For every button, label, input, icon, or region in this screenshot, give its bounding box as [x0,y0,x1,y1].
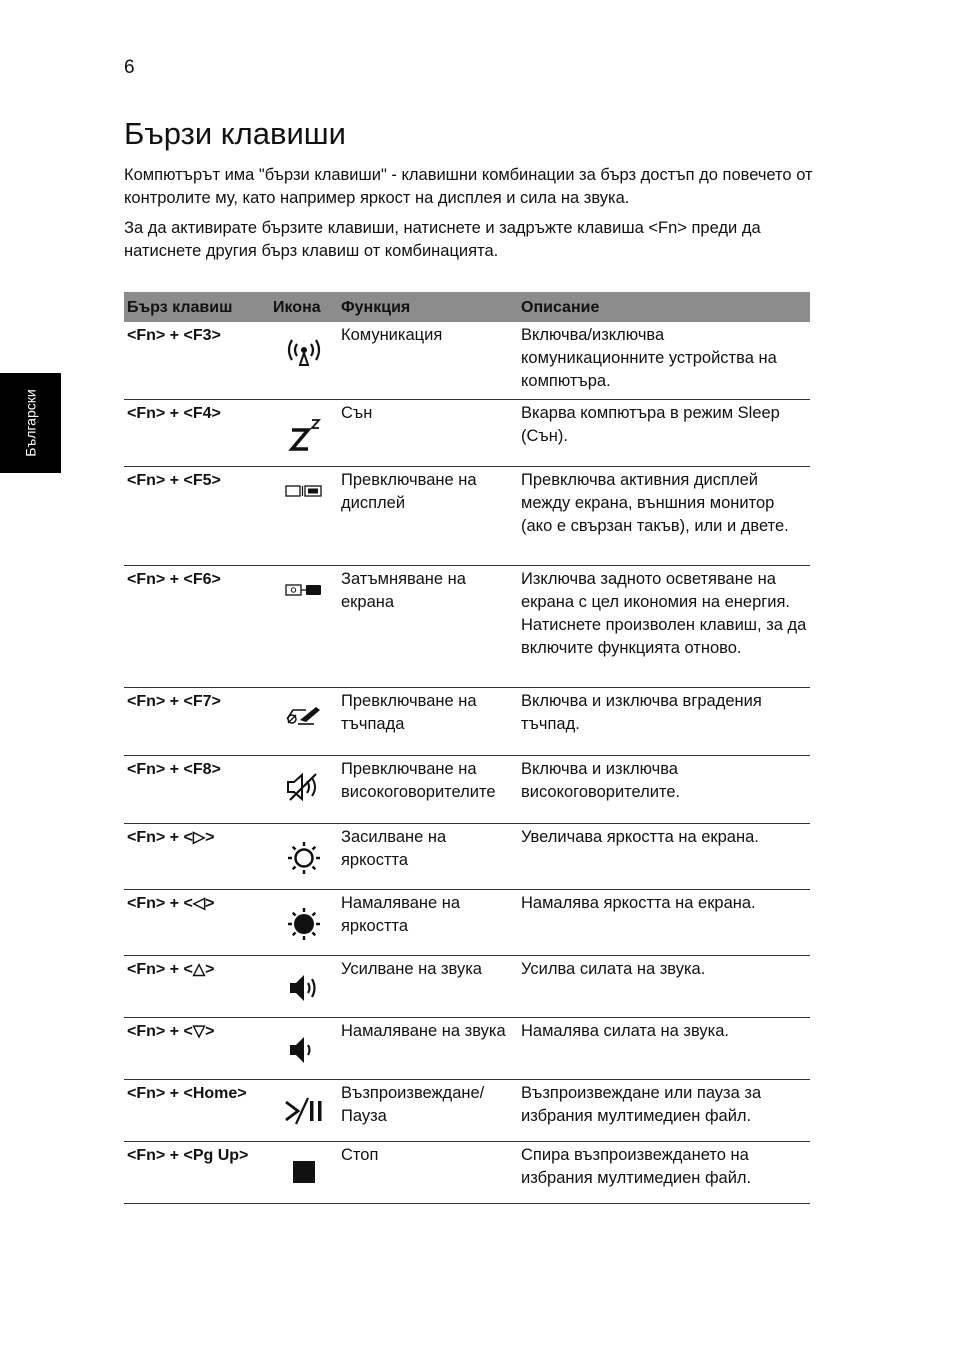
function-description: Намалява силата на звука. [518,1018,810,1080]
hotkey: <Fn> + <F4> [124,400,270,467]
stop-icon [284,1158,324,1188]
table-row [124,566,810,688]
header-description: Описание [518,292,810,322]
hotkeys-table [124,292,810,1204]
function-name: Намаляване на яркостта [338,890,518,956]
sleep-icon [284,416,324,452]
instruction-paragraph: За да активирате бързите клавиши, натиснете и задръжте клавиша <Fn> преди да натиснете другия бърз клавиш от комбинацията. [124,219,761,260]
brightness-down-icon [284,906,324,942]
intro-paragraph: Компютърът има "бързи клавиши" - клавишни комбинации за бърз достъп до повечето от контролите му, като например яркост на дисплея и сила на звука. [124,166,813,207]
function-name: Намаляване на звука [338,1018,518,1080]
function-description: Увеличава яркостта на екрана. [518,824,810,890]
function-description: Включва и изключва високоговорителите. [518,756,810,824]
function-description: Усилва силата на звука. [518,956,810,1018]
display-switch-icon [284,483,324,499]
hotkey: <Fn> + <F8> [124,756,270,824]
wireless-communication-icon [284,338,324,368]
table-header-row [124,292,810,322]
hotkey: <Fn> + <△> [124,956,270,1018]
table-row [124,1080,810,1142]
header-icon: Икона [270,292,338,322]
speaker-toggle-icon [284,772,324,802]
function-description: Включва/изключва комуникационните устройства на компютъра. [518,322,810,400]
function-description: Намалява яркостта на екрана. [518,890,810,956]
function-name: Усилване на звука [338,956,518,1018]
hotkey: <Fn> + <F6> [124,566,270,688]
function-name: Възпроизвеждане/ Пауза [338,1080,518,1142]
function-name: Сън [338,400,518,467]
table-row [124,467,810,566]
page-title: Бързи клавиши [124,116,346,151]
touchpad-toggle-icon [284,704,324,726]
hotkey: <Fn> + <◁> [124,890,270,956]
hotkey: <Fn> + <▽> [124,1018,270,1080]
volume-up-icon [284,972,324,1004]
hotkey: <Fn> + <▷> [124,824,270,890]
function-name: Превключване на дисплей [338,467,518,566]
table-row [124,956,810,1018]
hotkey: <Fn> + <Home> [124,1080,270,1142]
table-row [124,400,810,467]
header-key: Бърз клавиш [124,292,270,322]
screen-blank-icon [284,582,324,598]
language-label: Български [22,389,39,457]
function-name: Превключване на тъчпада [338,688,518,756]
table-row [124,756,810,824]
function-description: Превключва активния дисплей между екрана, външния монитор (ако е свързан такъв), или и двете. [518,467,810,566]
language-side-tab [0,373,61,473]
brightness-up-icon [284,840,324,876]
header-function: Функция [338,292,518,322]
function-description: Изключва задното осветяване на екрана с цел икономия на енергия. Натиснете произволен клавиш, за да включите функцията отново. [518,566,810,688]
function-name: Стоп [338,1142,518,1204]
play-pause-icon [282,1096,326,1126]
table-row [124,322,810,400]
function-name: Засилване на яркостта [338,824,518,890]
function-name: Комуникация [338,322,518,400]
function-description: Вкарва компютъра в режим Sleep (Сън). [518,400,810,467]
function-name: Превключване на високоговорителите [338,756,518,824]
table-row [124,688,810,756]
volume-down-icon [284,1034,324,1066]
hotkey: <Fn> + <Pg Up> [124,1142,270,1204]
table-row [124,824,810,890]
hotkey: <Fn> + <F5> [124,467,270,566]
page-number: 6 [124,57,135,78]
hotkey: <Fn> + <F7> [124,688,270,756]
function-name: Затъмняване на екрана [338,566,518,688]
function-description: Възпроизвеждане или пауза за избрания мултимедиен файл. [518,1080,810,1142]
hotkey: <Fn> + <F3> [124,322,270,400]
table-row [124,890,810,956]
function-description: Спира възпроизвеждането на избрания мултимедиен файл. [518,1142,810,1204]
table-row [124,1142,810,1204]
table-row [124,1018,810,1080]
function-description: Включва и изключва вградения тъчпад. [518,688,810,756]
